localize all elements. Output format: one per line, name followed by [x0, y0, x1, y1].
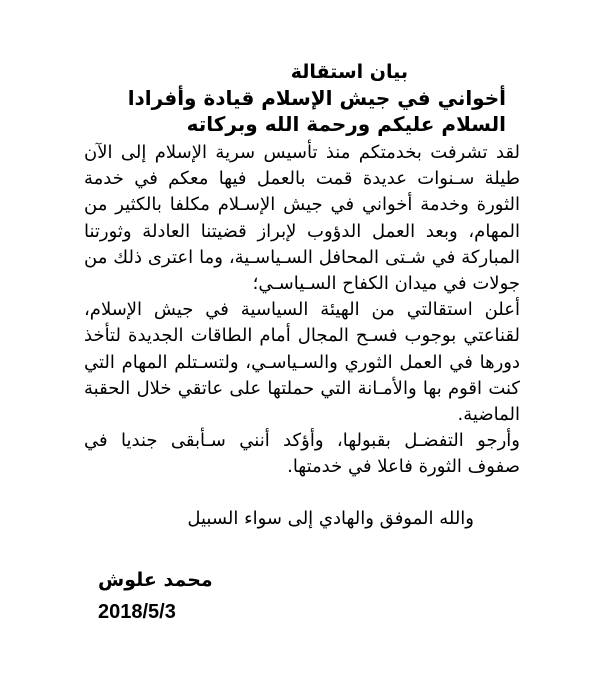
body-paragraph-3: وأرجو التفضـل بقبولها، وأؤكد أنني سـأبقى جنديا في صفوف الثورة فاعلا في خدمتها.	[84, 430, 520, 478]
document-addressee: أخواني في جيش الإسلام قيادة وأفرادا	[127, 86, 506, 110]
signature-date: 2018/5/3	[98, 601, 176, 623]
document-greeting: السلام عليكم ورحمة الله وبركاته	[186, 112, 506, 136]
document-body	[84, 140, 520, 481]
signature-name: محمد علوش	[98, 569, 213, 591]
document-closing: والله الموفق والهادي إلى سواء السبيل	[187, 508, 474, 529]
document-title: بيان استقالة	[290, 61, 408, 83]
document-header	[86, 60, 506, 138]
body-paragraph-1: لقد تشرفت بخدمتكم منذ تأسيس سرية الإسلام إلى الآن طيلة سـنوات عديدة قمت بالعمل فيها معكم في خدمة الثورة وخدمة أخواني في جيش الإسـلام مكلفا بالكثير من المهام، وبعد العمل الدؤوب لإبراز قضيتنا العادلة وثورتنا المباركة في شـتى المحافل السـياسـية، وما اعترى ذلك من جولات في ميدان الكفاح السـياسـي؛	[84, 142, 520, 295]
signature-block	[98, 567, 298, 627]
body-paragraph-2: أعلن استقالتي من الهيئة السياسية في جيش الإسلام، لقناعتي بوجوب فسـح المجال أمام الطاقات الجديدة لتأخذ دورها في العمل الثوري والسـياسـي، ولتسـتلم المهام التي كنت اقوم بها والأمـانة التي حملتها على عاتقي خلال الحقبة الماضية.	[84, 299, 520, 426]
